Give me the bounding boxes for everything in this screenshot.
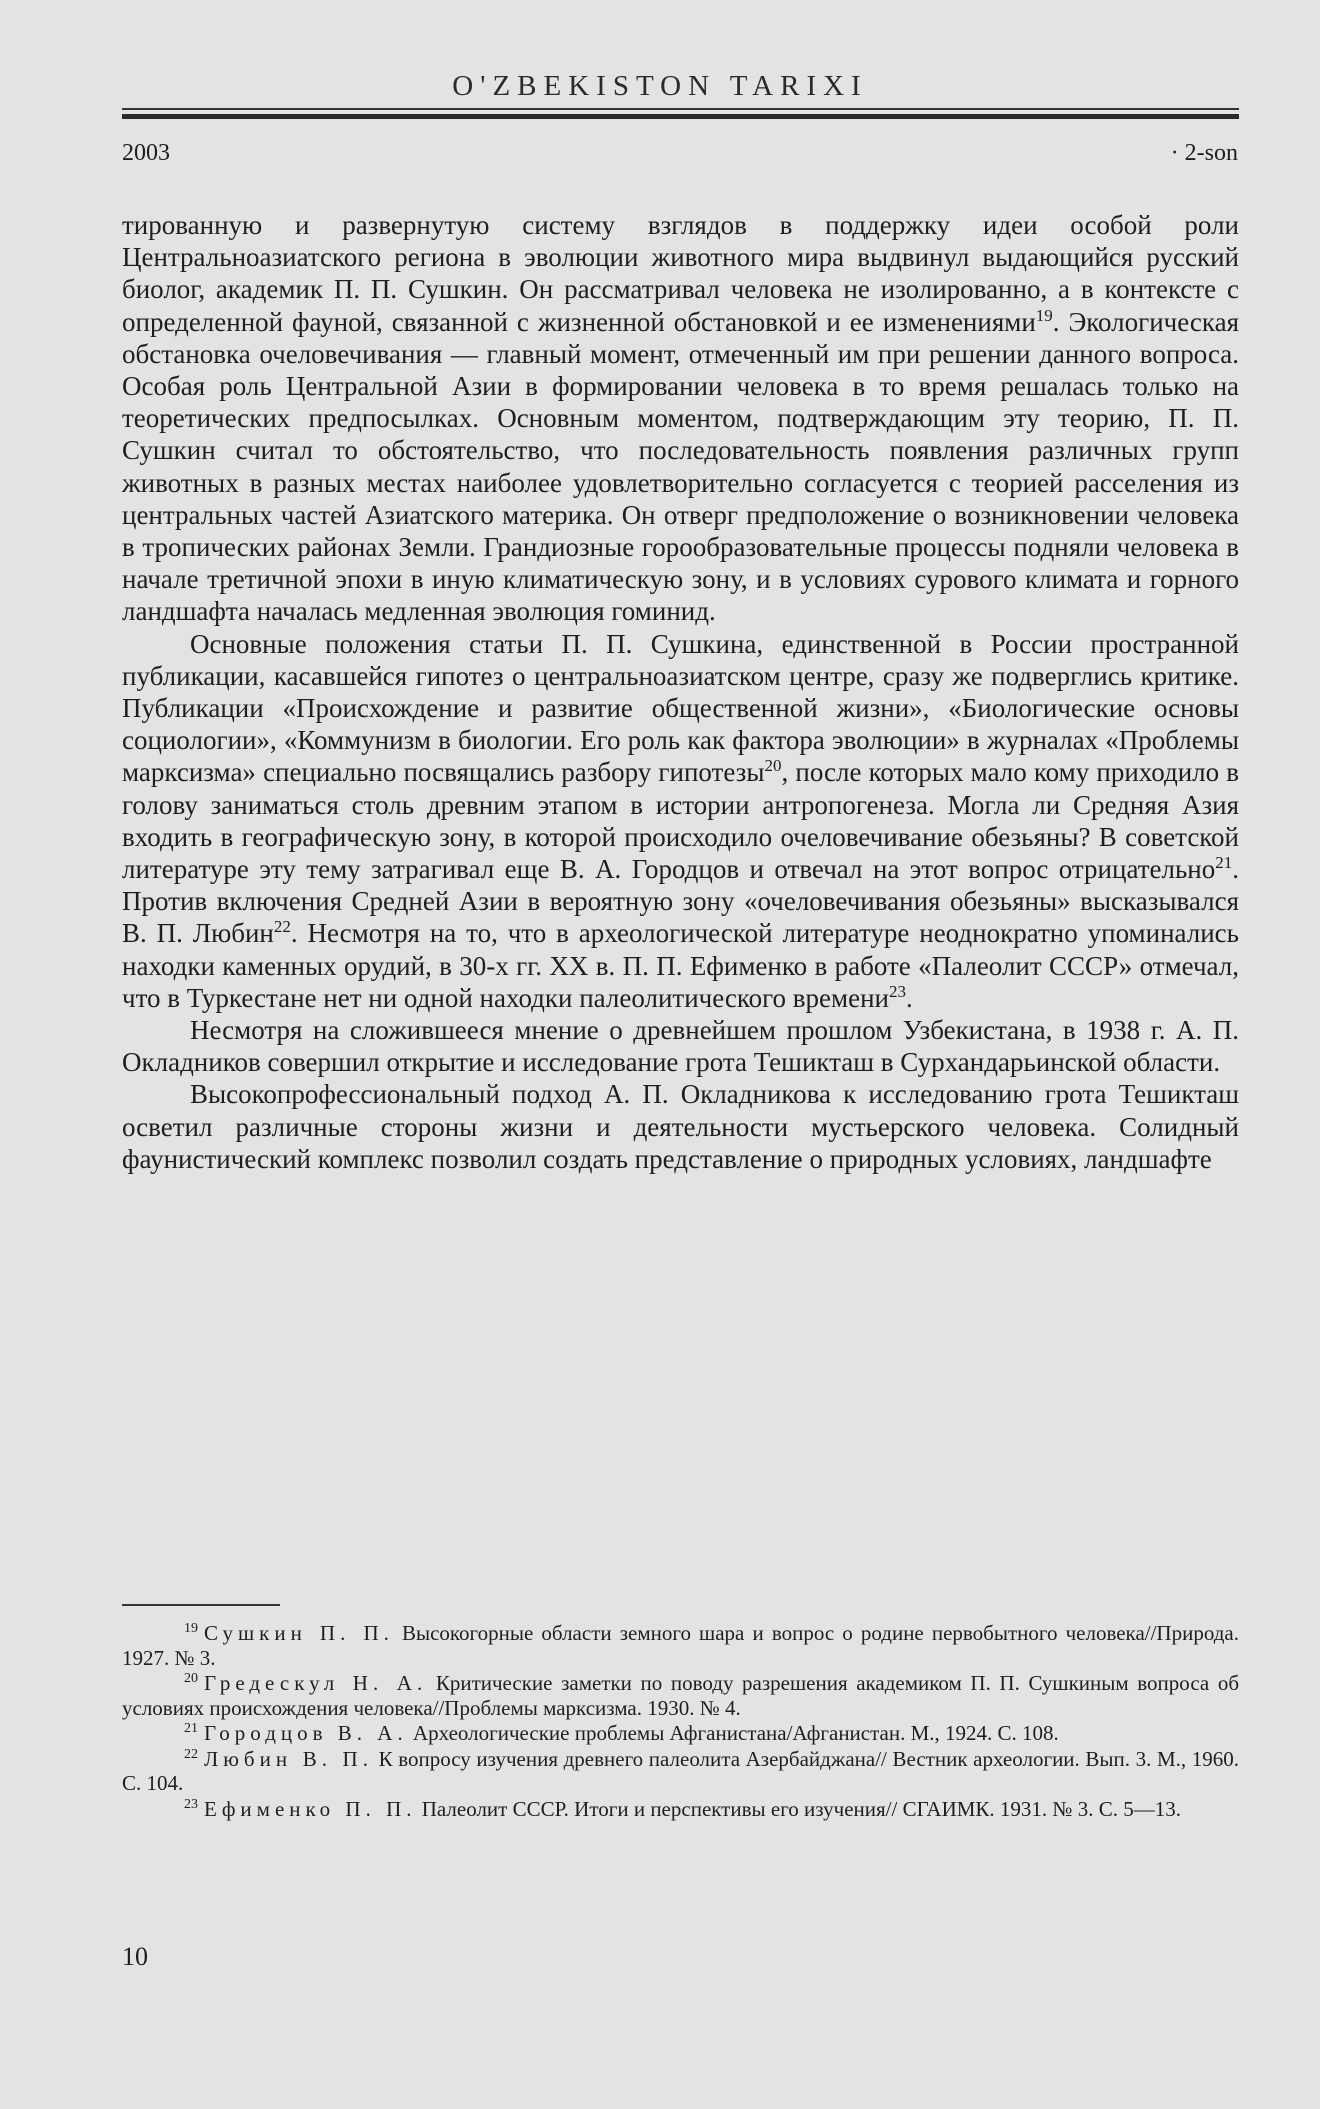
footnote-number: 22: [184, 1746, 198, 1762]
paragraph-text: тированную и развернутую систему взглядов в поддержку идеи особой роли Центральноазиатского региона в эволюции животного мира выдвинул выдающийся русский биолог, академик П. П. Сушкин. Он рассматривал человека не изолированно, а в контексте с определенной фауной, связанной с жизненной обстановкой и ее изменениями: [122, 210, 1239, 337]
paragraph-text: . Несмотря на то, что в археологической литературе неоднократно упоминались находки каменных орудий, в 30-х гг. XX в. П. П. Ефименко в работе «Палеолит СССР» отмечал, что в Туркестане нет ни одной находки палеолитического времени: [122, 918, 1239, 1013]
footnote-separator: [122, 1604, 280, 1606]
paragraph-text: Высокопрофессиональный подход А. П. Окладникова к исследованию грота Тешикташ осветил различные стороны жизни и деятельности мустьерского человека. Солидный фаунистический комплекс позволил создать представление о природных условиях, ландшафте: [122, 1079, 1239, 1174]
paragraph-1: [122, 209, 1239, 628]
footnote: [122, 1671, 1239, 1720]
footnote-author: Ефименко П. П.: [204, 1796, 417, 1821]
footnote-number: 20: [184, 1671, 198, 1686]
footnote-ref: 20: [764, 756, 782, 776]
footnote-text: К вопросу изучения древнего палеолита Азербайджана// Вестник археологии. Вып. 3. М., 1960. С. 104.: [122, 1746, 1239, 1795]
footnote-ref: 19: [1035, 305, 1053, 325]
footnote: [122, 1747, 1239, 1796]
paragraph-text: , после которых мало кому приходило в голову заниматься столь древним этапом в истории антропогенеза. Могла ли Средняя Азия входить в географическую зону, в которой происходило очеловечивание обезьяны? В советской литературе эту тему затрагивал еще В. А. Городцов и отвечал на этот вопрос отрицательно: [122, 757, 1240, 885]
footnote-ref: 22: [273, 917, 291, 937]
footnote-author: Гредескул Н. А.: [204, 1671, 428, 1695]
issue-number: · 2-son: [1170, 140, 1238, 166]
paragraph-text: . Против включения Средней Азии в вероятную зону «очеловечивания обезьяны» высказывался В. П. Любин: [122, 854, 1239, 949]
paragraph-2: [122, 628, 1239, 1014]
paragraph-4: [122, 1078, 1239, 1175]
footnote-number: 21: [184, 1721, 198, 1736]
journal-title: O'ZBEKISTON TARIXI: [452, 70, 868, 102]
footnote-ref: 21: [1215, 853, 1233, 873]
footnote-number: 23: [184, 1796, 198, 1812]
paragraph-text: .: [905, 982, 913, 1013]
paragraph-3: [122, 1014, 1239, 1078]
article-body: [122, 209, 1239, 1175]
footnote-author: Любин В. П.: [204, 1746, 373, 1771]
paragraph-text: . Экологическая обстановка очеловечивания — главный момент, отмеченный им при решении данного вопроса. Особая роль Центральной Азии в формировании человека в то время решалась только на теоретических предпосылках. Основным моментом, подтверждающим эту теорию, П. П. Сушкин считал то обстоятельство, что последовательность появления различных групп животных в разных местах наиболее удовлетворительно согласуется с теорией расселения из центральных частей Азиатского материка. Он отверг предположение о возникновении человека в тропических районах Земли. Грандиозные горообразовательные процессы подняли человека в начале третичной эпохи в иную климатическую зону, и в условиях сурового климата и горного ландшафта началась медленная эволюция гоминид.: [122, 306, 1239, 627]
footnote: [122, 1721, 1239, 1746]
header-rule-thin: [122, 108, 1239, 110]
footnote: [122, 1797, 1239, 1822]
footnote-text: Археологические проблемы Афганистана/Афганистан. М., 1924. С. 108.: [412, 1721, 1059, 1745]
page-number: 10: [122, 1942, 148, 1971]
footnotes: [122, 1621, 1239, 1822]
paragraph-text: Несмотря на сложившееся мнение о древнейшем прошлом Узбекистана, в 1938 г. А. П. Окладников совершил открытие и исследование грота Тешикташ в Сурхандарьинской области.: [122, 1015, 1239, 1078]
footnote-text: Критические заметки по поводу разрешения академиком П. П. Сушкиным вопроса об условиях происхождения человека//Проблемы марксизма. 1930. № 4.: [122, 1671, 1239, 1720]
issue-year: 2003: [122, 140, 170, 166]
footnote-ref: 23: [888, 981, 906, 1001]
footnote-author: Сушкин П. П.: [204, 1621, 394, 1645]
header-rule-thick: [122, 114, 1239, 119]
footnote: [122, 1621, 1239, 1670]
footnote-text: Палеолит СССР. Итоги и перспективы его изучения// СГАИМК. 1931. № 3. С. 5—13.: [421, 1796, 1181, 1821]
footnote-number: 19: [184, 1621, 198, 1636]
footnote-author: Городцов В. А.: [204, 1721, 408, 1745]
paragraph-text: Основные положения статьи П. П. Сушкина, единственной в России пространной публикации, касавшейся гипотез о центральноазиатском центре, сразу же подверглись критике. Публикации «Происхождение и развитие общественной жизни», «Биологические основы социологии», «Коммунизм в биологии. Его роль как фактора эволюции» в журналах «Проблемы марксизма» специально посвящались разбору гипотезы: [122, 628, 1239, 788]
footnote-text: Высокогорные области земного шара и вопрос о родине первобытного человека//Природа. 1927. № 3.: [122, 1621, 1239, 1670]
